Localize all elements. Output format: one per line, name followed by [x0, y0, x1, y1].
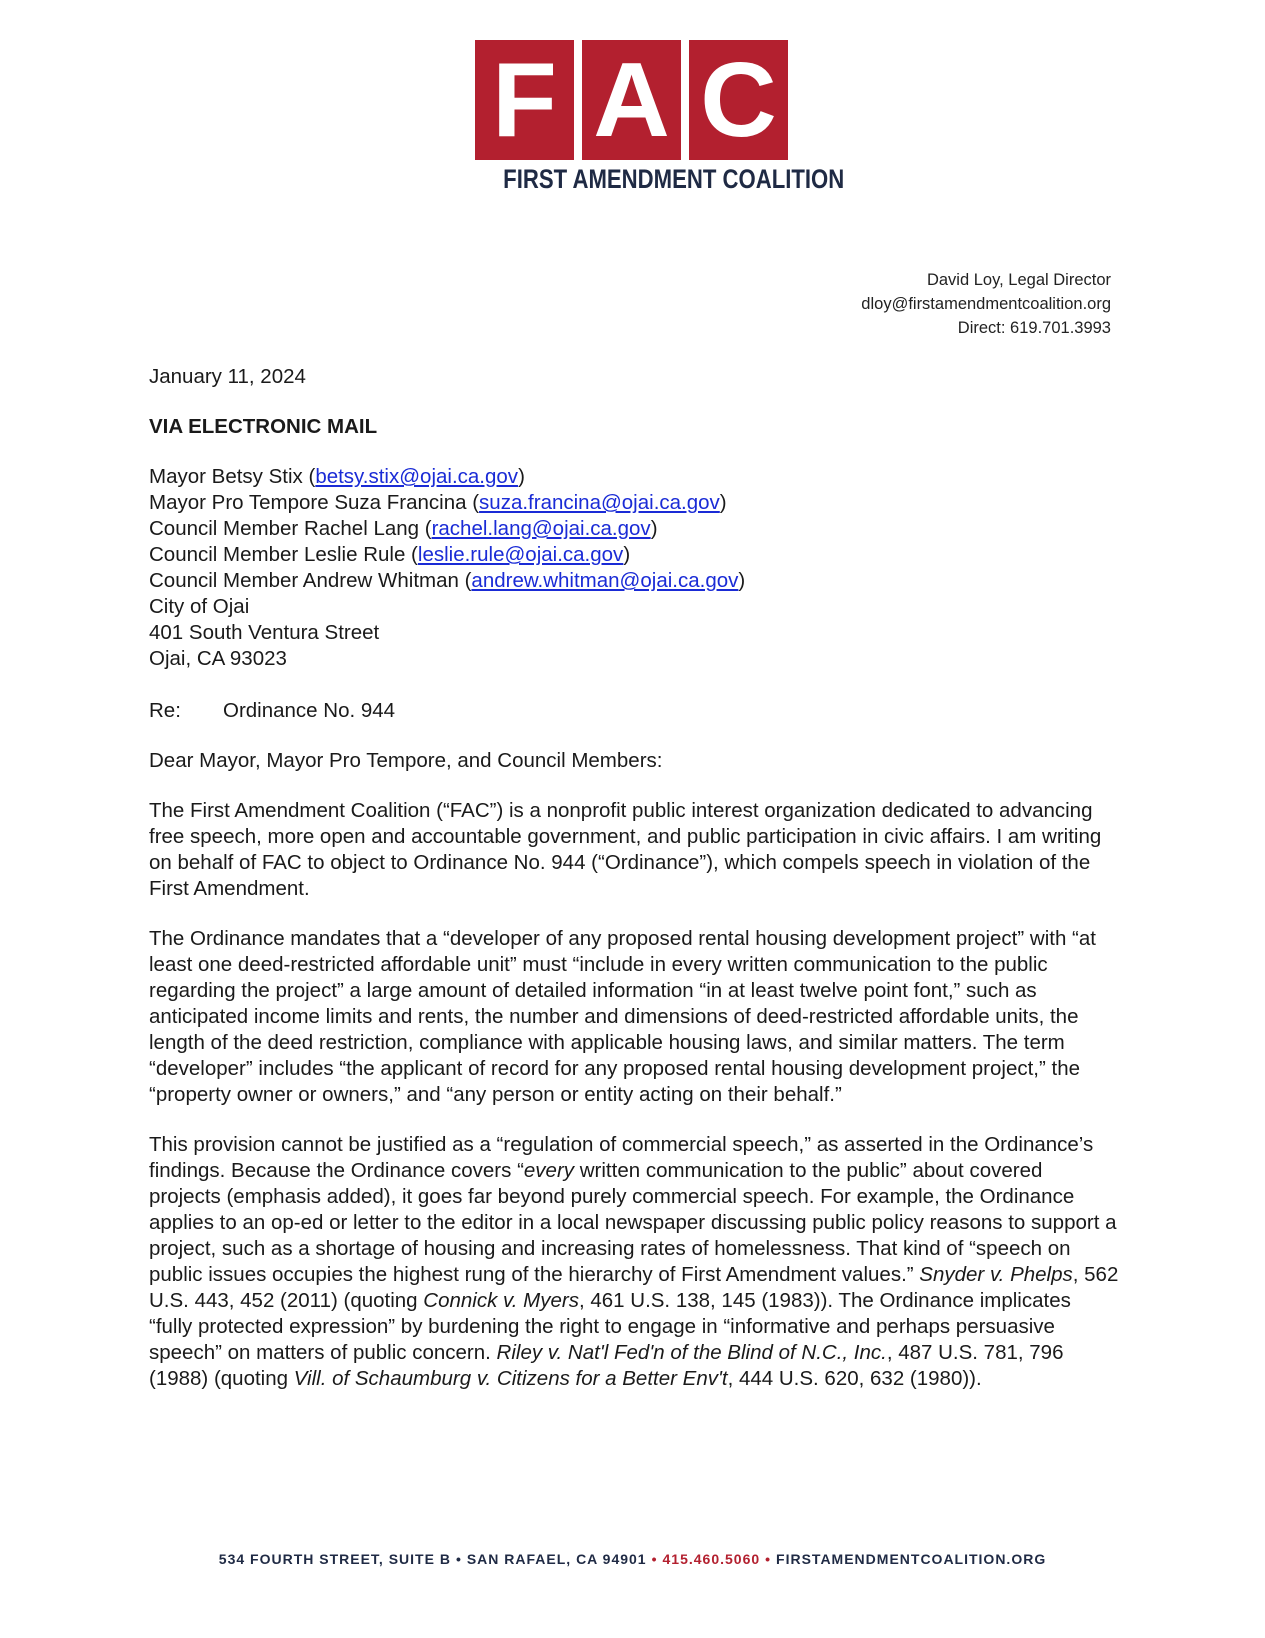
letterhead-footer	[0, 1551, 1265, 1567]
fac-logo-mark	[475, 40, 788, 160]
recipient-email-link[interactable]: leslie.rule@ojai.ca.gov	[417, 543, 624, 566]
letter-body	[149, 364, 1119, 1416]
paragraph-text: , 444 U.S. 620, 632 (1980)).	[727, 1367, 982, 1390]
sender-block	[861, 268, 1111, 340]
footer-street: 534 FOURTH STREET, SUITE B	[218, 1551, 451, 1567]
case-citation: Vill. of Schaumburg v. Citizens for a Better Env't	[293, 1367, 728, 1390]
recipient-line	[149, 464, 1119, 490]
recipient-email-link[interactable]: betsy.stix@ojai.ca.gov	[315, 465, 519, 488]
emphasis-text: every	[523, 1159, 575, 1182]
footer-website: FIRSTAMENDMENTCOALITION.ORG	[776, 1551, 1047, 1567]
recipient-line	[149, 516, 1119, 542]
recipient-suffix: )	[518, 465, 525, 488]
paragraph-text: This provision cannot be justified as a “regulation of commercial speech,” as asserted in the Ordinance’s findings. Because the Ordinance covers “	[149, 1133, 1094, 1182]
recipient-suffix: )	[623, 543, 631, 566]
footer-phone: 415.460.5060	[662, 1551, 761, 1567]
sender-email: dloy@firstamendmentcoalition.org	[861, 295, 1111, 313]
paragraph-ordinance-summary: The Ordinance mandates that a “developer of any proposed rental housing development project” with “at least one deed-restricted affordable unit” must “include in every written communication to the public regarding the project” a large amount of detailed information “in at least twelve point font,” such as anticipated income limits and rents, the number and dimensions of deed-restricted affordable units, the length of the deed restriction, compliance with applicable housing laws, and similar matters. The term “developer” includes “the applicant of record for any proposed rental housing development project,” the “property owner or owners,” and “any person or entity acting on their behalf.”	[149, 927, 1096, 1106]
recipient-suffix: )	[738, 569, 746, 592]
address-line: Ojai, CA 93023	[149, 647, 287, 670]
logo-letter-c: C	[689, 40, 788, 160]
recipient-name: Council Member Leslie Rule (	[149, 543, 418, 566]
recipient-email-link[interactable]: rachel.lang@ojai.ca.gov	[431, 517, 651, 540]
recipient-name: Mayor Pro Tempore Suza Francina (	[149, 491, 480, 514]
recipient-email-link[interactable]: suza.francina@ojai.ca.gov	[479, 491, 720, 514]
logo-caption: FIRST AMENDMENT COALITION	[503, 164, 845, 194]
logo-letter-f: F	[475, 40, 574, 160]
recipient-name: Council Member Andrew Whitman (	[149, 569, 472, 592]
recipient-suffix: )	[719, 491, 727, 514]
letter-date: January 11, 2024	[149, 365, 306, 388]
paragraph-text: written communication to the public” about covered projects (emphasis added), it goes far beyond purely commercial speech. For example, the Ordinance applies to an op-ed or letter to the editor in a local newspaper discussing public policy reasons to support a project, such as a shortage of housing and increasing rates of homelessness. That kind of “speech on public issues occupies the highest rung of the hierarchy of First Amendment values.”	[149, 1159, 1117, 1286]
subject-label: Re:	[149, 699, 181, 722]
case-citation: Snyder v. Phelps	[919, 1263, 1073, 1286]
logo-letter-a: A	[582, 40, 681, 160]
paragraph-intro: The First Amendment Coalition (“FAC”) is a nonprofit public interest organization dedicated to advancing free speech, more open and accountable government, and public participation in civic affairs. I am writing on behalf of FAC to object to Ordinance No. 944 (“Ordinance”), which compels speech in violation of the First Amendment.	[149, 799, 1102, 900]
recipient-line	[149, 568, 1119, 594]
recipient-suffix: )	[650, 517, 658, 540]
recipient-block	[149, 464, 1119, 672]
recipient-line	[149, 542, 1119, 568]
recipient-name: Mayor Betsy Stix (	[149, 465, 316, 488]
sender-name-title: David Loy, Legal Director	[926, 271, 1111, 289]
paragraph-argument	[149, 1132, 1119, 1392]
paragraph-text: , 461 U.S. 138, 145 (1983)). The Ordinance implicates “fully protected expression” by burdening the right to engage in “informative and perhaps persuasive speech” on matters of public concern.	[149, 1289, 1071, 1364]
subject-line	[149, 698, 1119, 724]
footer-bullet: •	[455, 1551, 462, 1567]
case-citation: Riley v. Nat'l Fed'n of the Blind of N.C., Inc.	[496, 1341, 887, 1364]
recipient-email-link[interactable]: andrew.whitman@ojai.ca.gov	[471, 569, 739, 592]
sender-phone: Direct: 619.701.3993	[957, 319, 1111, 337]
case-citation: Connick v. Myers	[423, 1289, 579, 1312]
paragraph-text: , 487 U.S. 781, 796 (1988) (quoting	[149, 1341, 1064, 1390]
footer-city: SAN RAFAEL, CA 94901	[466, 1551, 647, 1567]
salutation: Dear Mayor, Mayor Pro Tempore, and Council Members:	[149, 749, 663, 772]
footer-bullet: •	[765, 1551, 772, 1567]
footer-bullet: •	[651, 1551, 658, 1567]
delivery-method: VIA ELECTRONIC MAIL	[149, 415, 378, 438]
recipient-name: Council Member Rachel Lang (	[149, 517, 432, 540]
address-line: 401 South Ventura Street	[149, 621, 380, 644]
recipient-line	[149, 490, 1119, 516]
subject-text: Ordinance No. 944	[223, 699, 396, 722]
address-line: City of Ojai	[149, 595, 250, 618]
paragraph-text: , 562 U.S. 443, 452 (2011) (quoting	[149, 1263, 1119, 1312]
